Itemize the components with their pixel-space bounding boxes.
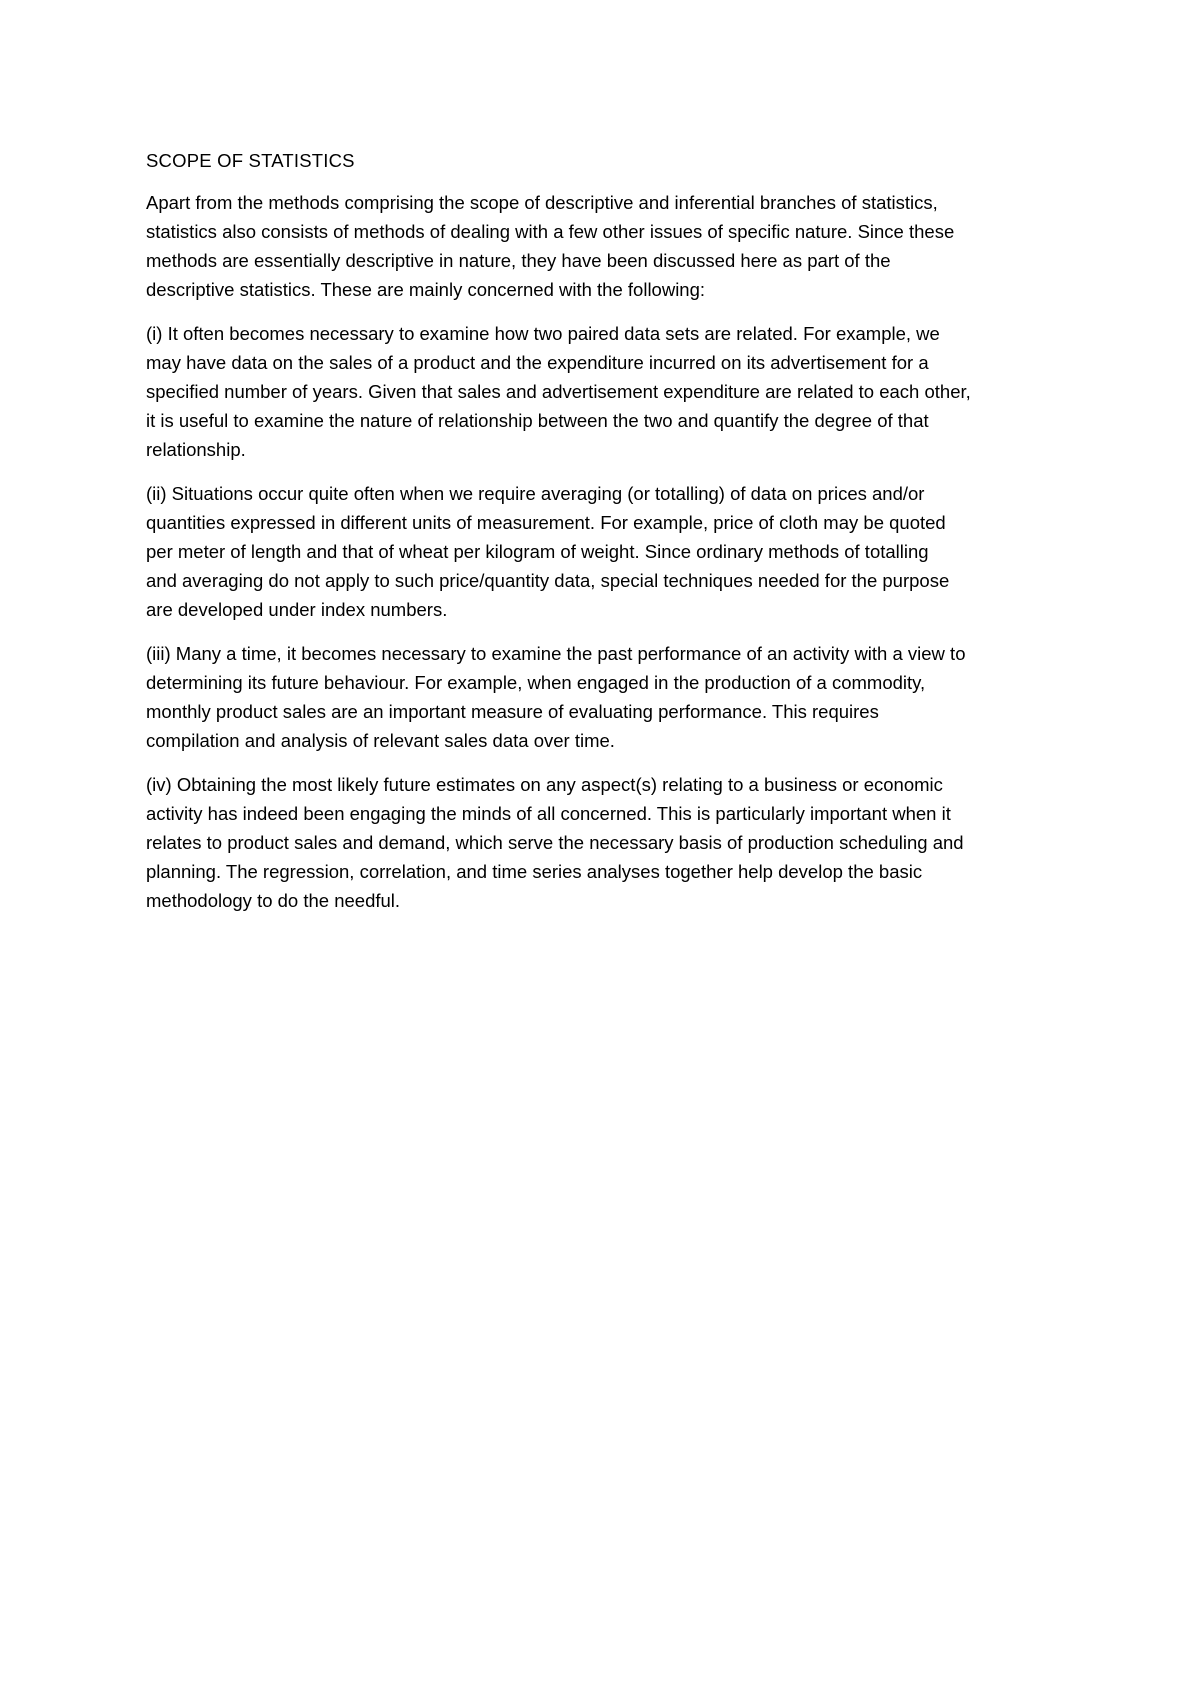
- paragraph-item-i: (i) It often becomes necessary to examine how two paired data sets are related. For example, we may have data on the sales of a product and the expenditure incurred on its advertisement for a specified number of years. Given that sales and advertisement expenditure are related to each other, it is useful to examine the nature of relationship between the two and quantify the degree of that relationship.: [146, 323, 971, 460]
- paragraph-item-ii: (ii) Situations occur quite often when we require averaging (or totalling) of data on prices and/or quantities expressed in different units of measurement. For example, price of cloth may be quoted per meter of length and that of wheat per kilogram of weight. Since ordinary methods of totalling and averaging do not apply to such price/quantity data, special techniques needed for the purpose are developed under index numbers.: [146, 483, 950, 620]
- paragraph-item-iii: (iii) Many a time, it becomes necessary to examine the past performance of an activity with a view to determining its future behaviour. For example, when engaged in the production of a commodity, monthly product sales are an important measure of evaluating performance. This requires compilation and analysis of relevant sales data over time.: [146, 643, 966, 751]
- document-title: SCOPE OF STATISTICS: [146, 150, 355, 171]
- paragraph-item-iv: (iv) Obtaining the most likely future estimates on any aspect(s) relating to a business or economic activity has indeed been engaging the minds of all concerned. This is particularly important when it relates to product sales and demand, which serve the necessary basis of production scheduling and planning. The regression, correlation, and time series analyses together help develop the basic methodology to do the needful.: [146, 774, 964, 911]
- paragraph-intro: Apart from the methods comprising the scope of descriptive and inferential branches of statistics, statistics also consists of methods of dealing with a few other issues of specific nature. Since these methods are essentially descriptive in nature, they have been discussed here as part of the descriptive statistics. These are mainly concerned with the following:: [146, 192, 955, 300]
- document-body: [146, 146, 1066, 930]
